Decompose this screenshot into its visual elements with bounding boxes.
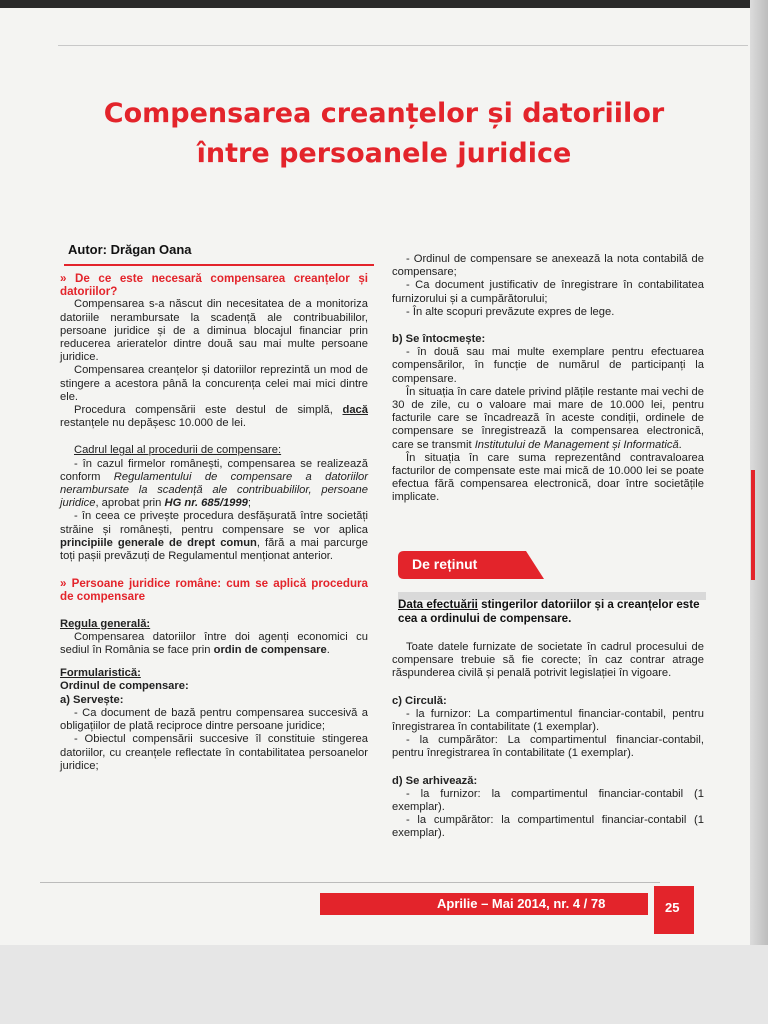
- paragraph: - la cumpărător: la compartimentul financiar-contabil (1 exemplar).: [392, 814, 704, 840]
- page-number: 25: [665, 900, 680, 915]
- paragraph: - Ca document justificativ de înregistrare în contabilitatea furnizorului și a cumpărătorului;: [392, 279, 704, 305]
- double-arrow-icon: »: [60, 577, 72, 591]
- paragraph: - Ordinul de compensare se anexează la nota contabilă de compensare;: [392, 253, 704, 279]
- order-heading: Ordinul de compensare:: [60, 680, 189, 693]
- scan-edge-top: [0, 0, 768, 8]
- paragraph: - la furnizor: la compartimentul financiar-contabil (1 exemplar).: [392, 787, 704, 814]
- callout-text: Data efectuării stingerilor datoriilor și a creanțelor este cea a ordinului de compensare.: [398, 598, 700, 625]
- paragraph: - în ceea ce privește procedura desfășurată între societăți străine și românești, pentru compensare se vor aplica principiile generale de drept comun, fără a mai parcurge toți pașii prevăzuți de Regulamentul menționat anterior.: [60, 510, 368, 563]
- serves-heading: a) Servește:: [60, 693, 124, 706]
- archived-heading: d) Se arhivează:: [392, 774, 478, 787]
- right-column-lower: [392, 641, 704, 841]
- paragraph: Toate datele furnizate de societate în cadrul procesului de compensare trebuie să fie corecte; în caz contrar atrage răspunderea civilă și penală potrivit legislației în vigoare.: [392, 641, 704, 680]
- paragraph: - Ca document de bază pentru compensarea succesivă a obligațiilor de plată reciproce dintre persoane juridice;: [60, 706, 368, 733]
- paragraph: Procedura compensării este destul de simplă, dacă restanțele nu depășesc 10.000 de lei.: [60, 404, 368, 430]
- top-rule: [58, 45, 748, 46]
- paragraph: Compensarea s-a născut din necesitatea de a monitoriza datoriile nerambursate la scadență ale contribuabililor, persoane juridice și de a diminua blocajul financiar prin reducerea arieratelor dintre două sau mai multe persoane juridice.: [60, 298, 368, 364]
- scan-edge-bottom: [0, 945, 768, 1024]
- article-title-line-1: Compensarea creanțelor și datoriilor: [103, 98, 665, 129]
- footer-issue-text: Aprilie – Mai 2014, nr. 4 / 78: [437, 896, 606, 911]
- drawn-up-heading: b) Se întocmește:: [392, 333, 486, 346]
- paragraph: În situația în care suma reprezentând contravaloarea facturilor de compensate este mai mică de 10.000 lei se poate efectua fără compensarea electronică, doar între societățile implicate.: [392, 451, 704, 504]
- paragraph: Compensarea datoriilor între doi agenți economici cu sediul în România se face prin ordin de compensare.: [60, 630, 368, 657]
- double-arrow-icon: »: [60, 272, 75, 285]
- paragraph: - în două sau mai multe exemplare pentru efectuarea compensărilor, în funcție de numărul de participanți la compensare.: [392, 346, 704, 385]
- right-column: [392, 253, 704, 505]
- left-column: [60, 272, 368, 773]
- author-byline: Autor: Drăgan Oana: [68, 242, 192, 257]
- legal-framework-heading: Cadrul legal al procedurii de compensare:: [74, 444, 282, 457]
- section-question-1: » De ce este necesară compensarea creanțelor și datoriilor?: [60, 272, 368, 299]
- paragraph: - În alte scopuri prevăzute expres de lege.: [406, 305, 615, 318]
- paragraph: - Obiectul compensării succesive îl constituie stingerea datoriilor, cu creanțele reflectate în contabilitatea persoanelor juridice;: [60, 733, 368, 772]
- article-title-line-2: între persoanele juridice: [196, 138, 572, 169]
- paragraph: - la cumpărător: La compartimentul financiar-contabil, pentru înregistrarea în contabilitate (1 exemplar).: [392, 734, 704, 760]
- paragraph: Compensarea creanțelor și datoriilor reprezintă un mod de stingere a acestora până la concurența celei mai mici dintre ele.: [60, 364, 368, 403]
- forms-heading: Formularistică:: [60, 667, 141, 680]
- footer-rule: [40, 882, 660, 883]
- section-question-2: » Persoane juridice române: cum se aplică procedura de compensare: [60, 577, 368, 604]
- paragraph: În situația în care datele privind plățile restante mai vechi de 30 de zile, cu o valoare mai mare de 10.000 lei, pentru facturile care se încadrează în aceste condiții, ordinele de compensare se înregistrează la compensarea electronică, care se transmit Institutului de Management și Informatică.: [392, 385, 704, 451]
- paragraph: - la furnizor: La compartimentul financiar-contabil, pentru înregistrarea în contabilitate (1 exemplar).: [392, 707, 704, 734]
- side-accent-mark: [751, 470, 755, 580]
- circulates-heading: c) Circulă:: [392, 694, 447, 707]
- remember-badge-label: De reținut: [412, 556, 478, 572]
- paragraph: - în cazul firmelor românești, compensarea se realizează conform Regulamentului de compensare a datoriilor nerambursate la scadență ale contribuabililor, persoane juridice, aprobat prin HG nr. 685/1999;: [60, 457, 368, 510]
- author-rule: [64, 264, 374, 266]
- general-rule-heading: Regula generală:: [60, 617, 151, 630]
